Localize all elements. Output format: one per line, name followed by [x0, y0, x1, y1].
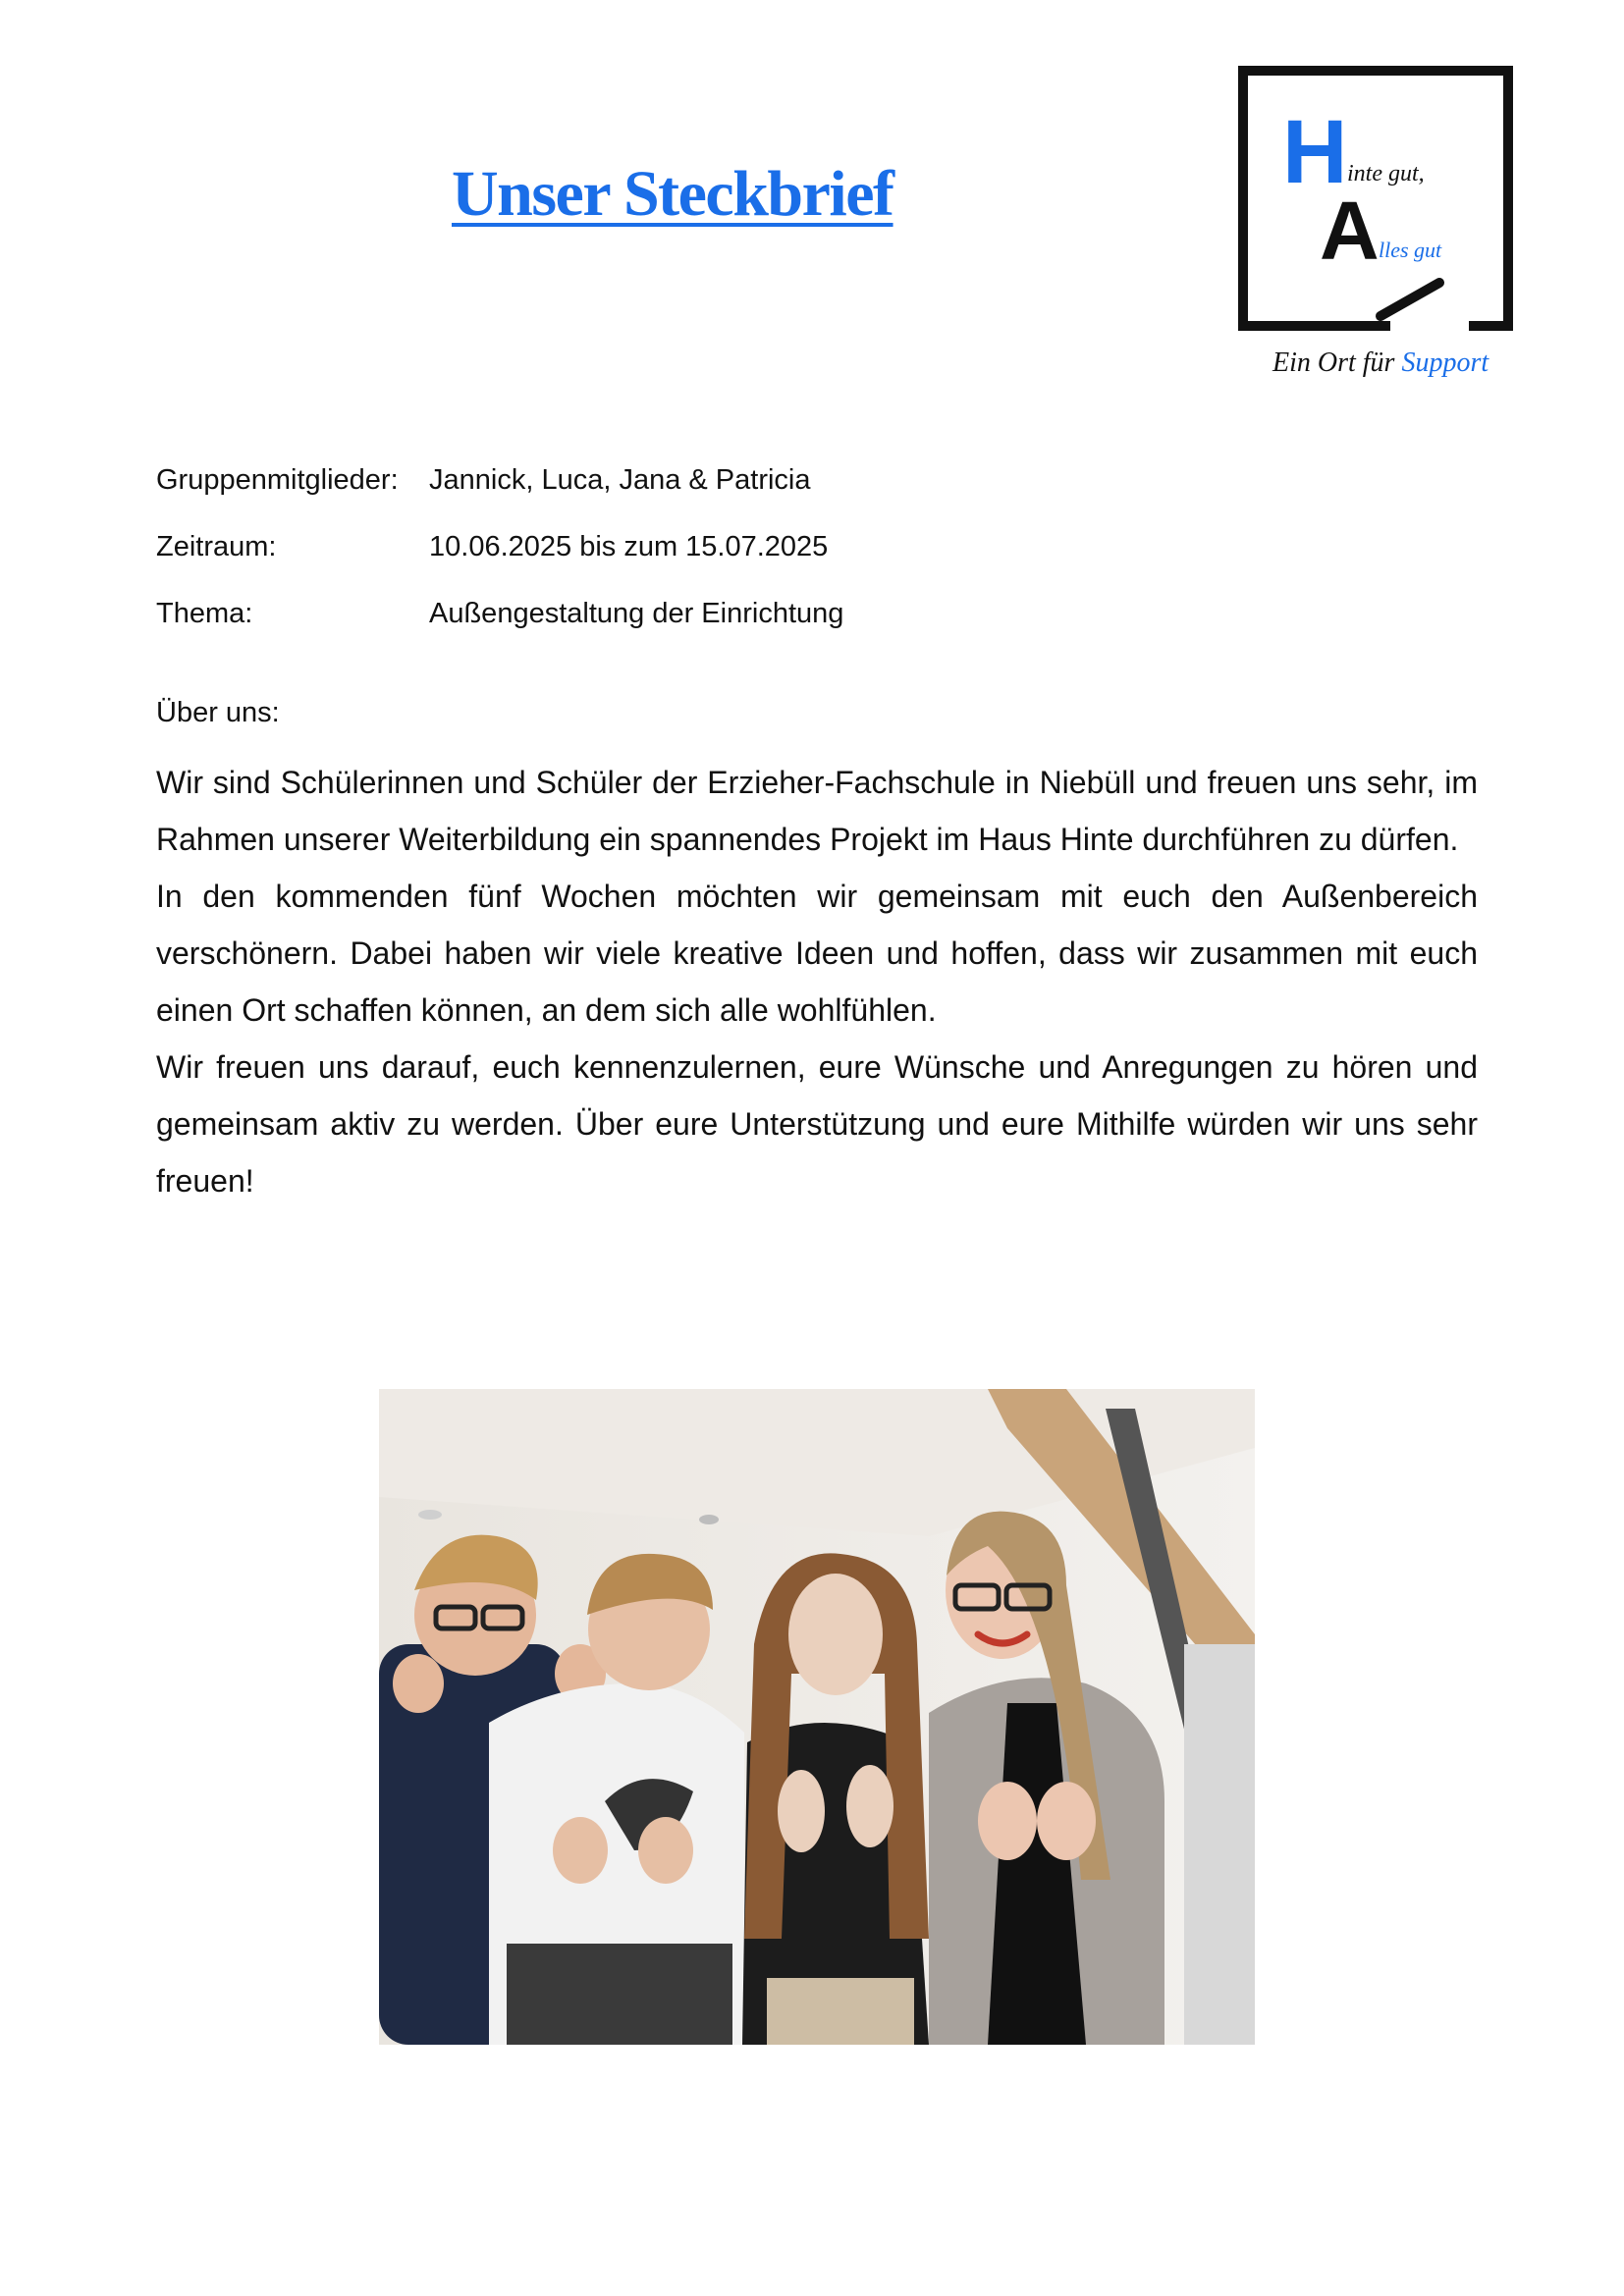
about-label: Über uns:: [156, 697, 280, 728]
topic-row: [156, 598, 843, 630]
logo-letter-a: A: [1320, 185, 1380, 277]
members-value: Jannick, Luca, Jana & Patricia: [429, 464, 811, 496]
group-photo: [379, 1389, 1255, 2045]
logo-graphic: [1237, 65, 1522, 399]
logo-tagline-part1: Ein Ort für: [1272, 347, 1402, 378]
about-text: [156, 754, 1478, 1209]
period-row: [156, 531, 828, 563]
topic-value: Außengestaltung der Einrichtung: [429, 598, 844, 629]
period-value: 10.06.2025 bis zum 15.07.2025: [429, 531, 829, 562]
about-paragraph: Wir freuen uns darauf, euch kennenzulernen, eure Wünsche und Anregungen zu hören und gemeinsam aktiv zu werden. Über eure Unterstützung und eure Mithilfe würden wir uns sehr freuen!: [156, 1049, 1478, 1199]
logo: [1237, 65, 1522, 399]
logo-script-h: inte gut,: [1347, 161, 1425, 187]
logo-script-a: lles gut: [1379, 238, 1442, 262]
logo-letter-h: H: [1282, 102, 1348, 202]
group-photo-illustration: [379, 1389, 1255, 2045]
logo-tagline-part2: Support: [1401, 347, 1489, 378]
logo-tagline: [1272, 347, 1489, 378]
members-label: Gruppenmitglieder:: [156, 464, 399, 496]
page-title: Unser Steckbrief: [452, 158, 893, 230]
members-row: [156, 464, 810, 497]
about-paragraph: In den kommenden fünf Wochen möchten wir gemeinsam mit euch den Außenbereich verschönern. Dabei haben wir viele kreative Ideen und hoffen, dass wir zusammen mit euch einen Ort schaffen können, an dem sich alle wohlfühlen.: [156, 879, 1478, 1028]
about-paragraph: Wir sind Schülerinnen und Schüler der Erzieher-Fachschule in Niebüll und freuen uns sehr, im Rahmen unserer Weiterbildung ein spannendes Projekt im Haus Hinte durchführen zu dürfen.: [156, 765, 1478, 857]
period-label: Zeitraum:: [156, 531, 277, 562]
topic-label: Thema:: [156, 598, 253, 629]
